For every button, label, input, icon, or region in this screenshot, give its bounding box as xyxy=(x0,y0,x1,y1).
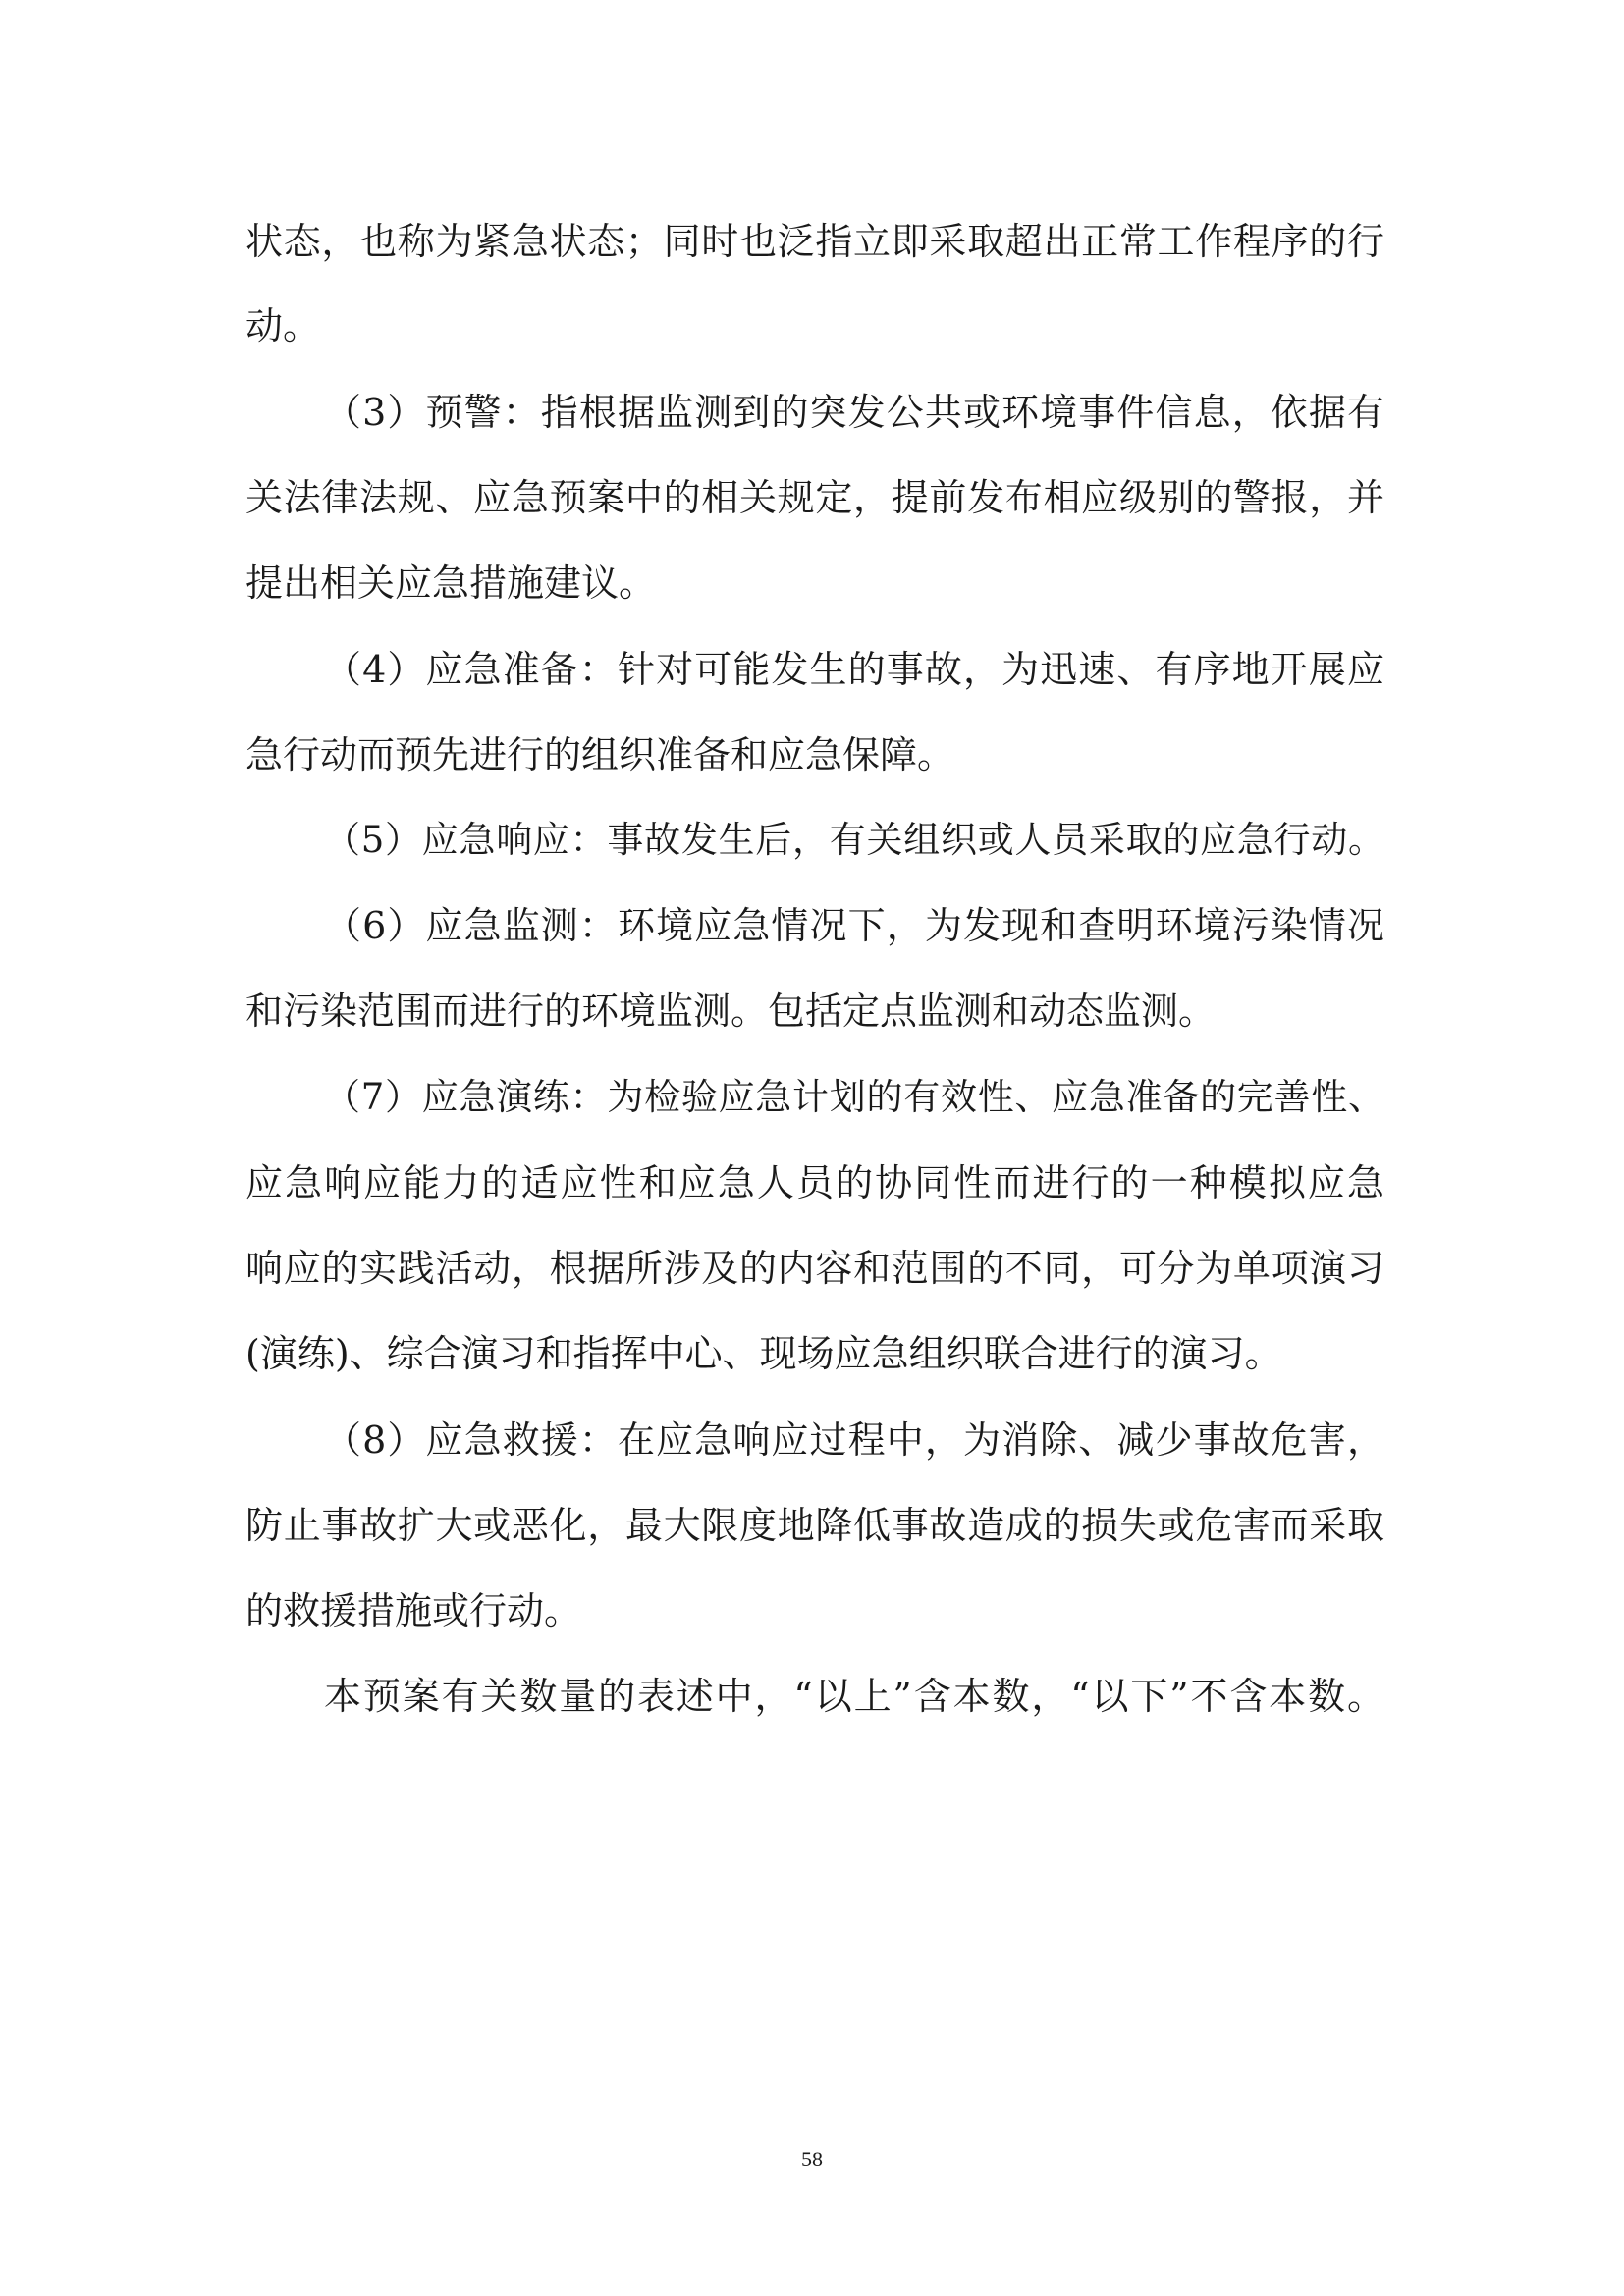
text-line-1: 状态，也称为紧急状态；同时也泛指立即采取超出正常工作程序的行 xyxy=(245,220,1384,263)
text-line-15: （8）应急救援：在应急响应过程中，为消除、减少事故危害， xyxy=(324,1418,1384,1462)
text-line-7: 急行动而预先进行的组织准备和应急保障。 xyxy=(245,733,955,776)
text-line-5: 提出相关应急措施建议。 xyxy=(245,561,657,605)
text-line-17: 的救援措施或行动。 xyxy=(245,1589,582,1632)
text-line-12: 应急响应能力的适应性和应急人员的协同性而进行的一种模拟应急 xyxy=(245,1161,1384,1204)
text-line-11: （7）应急演练：为检验应急计划的有效性、应急准备的完善性、 xyxy=(324,1076,1384,1118)
text-line-14: (演练)、综合演习和指挥中心、现场应急组织联合进行的演习。 xyxy=(245,1332,1282,1375)
page-number: 58 xyxy=(801,2147,823,2171)
text-line-3: （3）预警：指根据监测到的突发公共或环境事件信息，依据有 xyxy=(324,391,1384,434)
text-line-16: 防止事故扩大或恶化，最大限度地降低事故造成的损失或危害而采取 xyxy=(245,1504,1384,1547)
text-line-9: （6）应急监测：环境应急情况下，为发现和查明环境污染情况 xyxy=(324,904,1384,947)
text-line-13: 响应的实践活动，根据所涉及的内容和范围的不同，可分为单项演习 xyxy=(245,1247,1384,1290)
text-line-8: （5）应急响应：事故发生后，有关组织或人员采取的应急行动。 xyxy=(324,819,1384,861)
text-line-2: 动。 xyxy=(245,304,321,347)
text-line-6: （4）应急准备：针对可能发生的事故，为迅速、有序地开展应 xyxy=(324,648,1384,691)
text-line-4: 关法律法规、应急预案中的相关规定，提前发布相应级别的警报，并 xyxy=(245,476,1384,519)
text-line-18: 本预案有关数量的表述中，“以上”含本数，“以下”不含本数。 xyxy=(324,1675,1384,1718)
text-line-10: 和污染范围而进行的环境监测。包括定点监测和动态监测。 xyxy=(245,989,1217,1033)
